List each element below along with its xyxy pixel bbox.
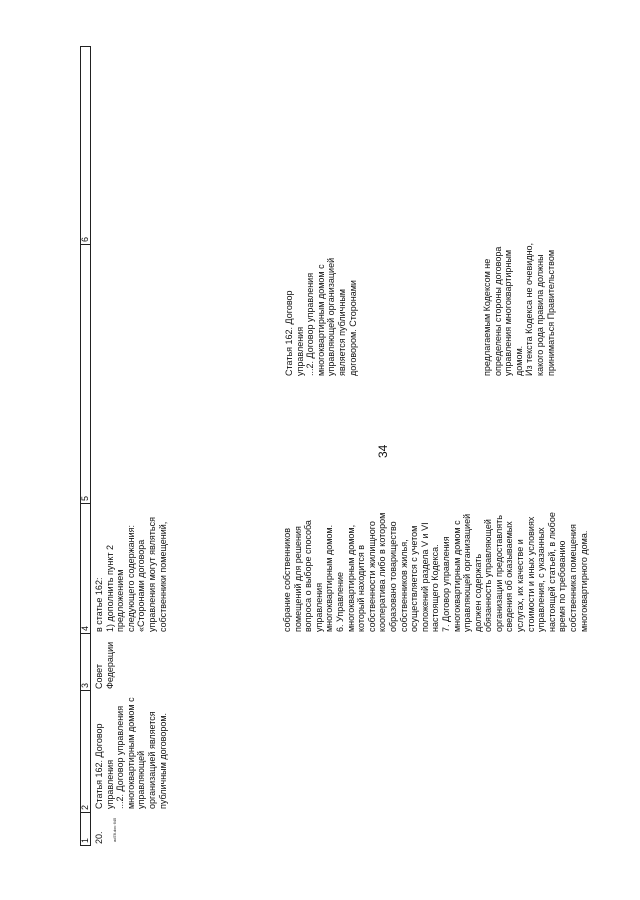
header-col-5: 5 [81,244,90,503]
cell-comment: предлагаемым Кодексом не определены стороны договора управления многоквартирным домом. Из текста Кодекса не очевидно, какого рода правила должны приниматься Правительством [482,242,556,376]
cell-proposed-text-top: собрание собственников помещений для решения вопроса о выборе способа управления многоквартирным домом. 6. Управление многоквартирным домом, который находится в собственности жилищного кооператива либо в котором образовано товарищество собственников жилья, осуществляется с учетом положений раздела V и VI настоящего Кодекса. 7. Договор управления многоквартирным домом с управляющей организацией должен содержать обязанность управляющей организации предоставлять сведения об оказываемых услугах, их качестве и стоимости и иных условиях управления, с указанных настоящей статьей, в любое время по требованию собственника помещения многоквартирного дома. [282,512,589,632]
header-col-4: 4 [81,503,90,633]
header-col-6: 6 [80,236,90,242]
table-row [94,46,600,846]
cell-current-text: Статья 162. Договор управления ...2. Договор управления многоквартирным домом с управляющей организацией является публичным договором. [94,697,168,809]
cell-proposed-text-bottom: Статья 162. Договор управления ...2. Договор управления многоквартирным домом с управляющей организацией является публичным договором. Сторонами [284,257,358,376]
page-number: 34 [376,444,390,458]
cell-author: Совет Федерации [94,641,115,689]
header-col-2: 2 [81,690,90,812]
footer-code: ad78.doc 645 [112,817,117,842]
header-col-3: 3 [81,633,90,690]
cell-number: 20. [94,831,104,844]
header-col-1: 1 [81,812,90,845]
rotated-table [80,46,600,846]
table-header-row [80,46,91,846]
cell-amendment: в статье 162: 1) дополнить пункт 2 предложением следующего содержания: «Сторонами договора управления могут являться собственники помещений, [94,517,168,632]
